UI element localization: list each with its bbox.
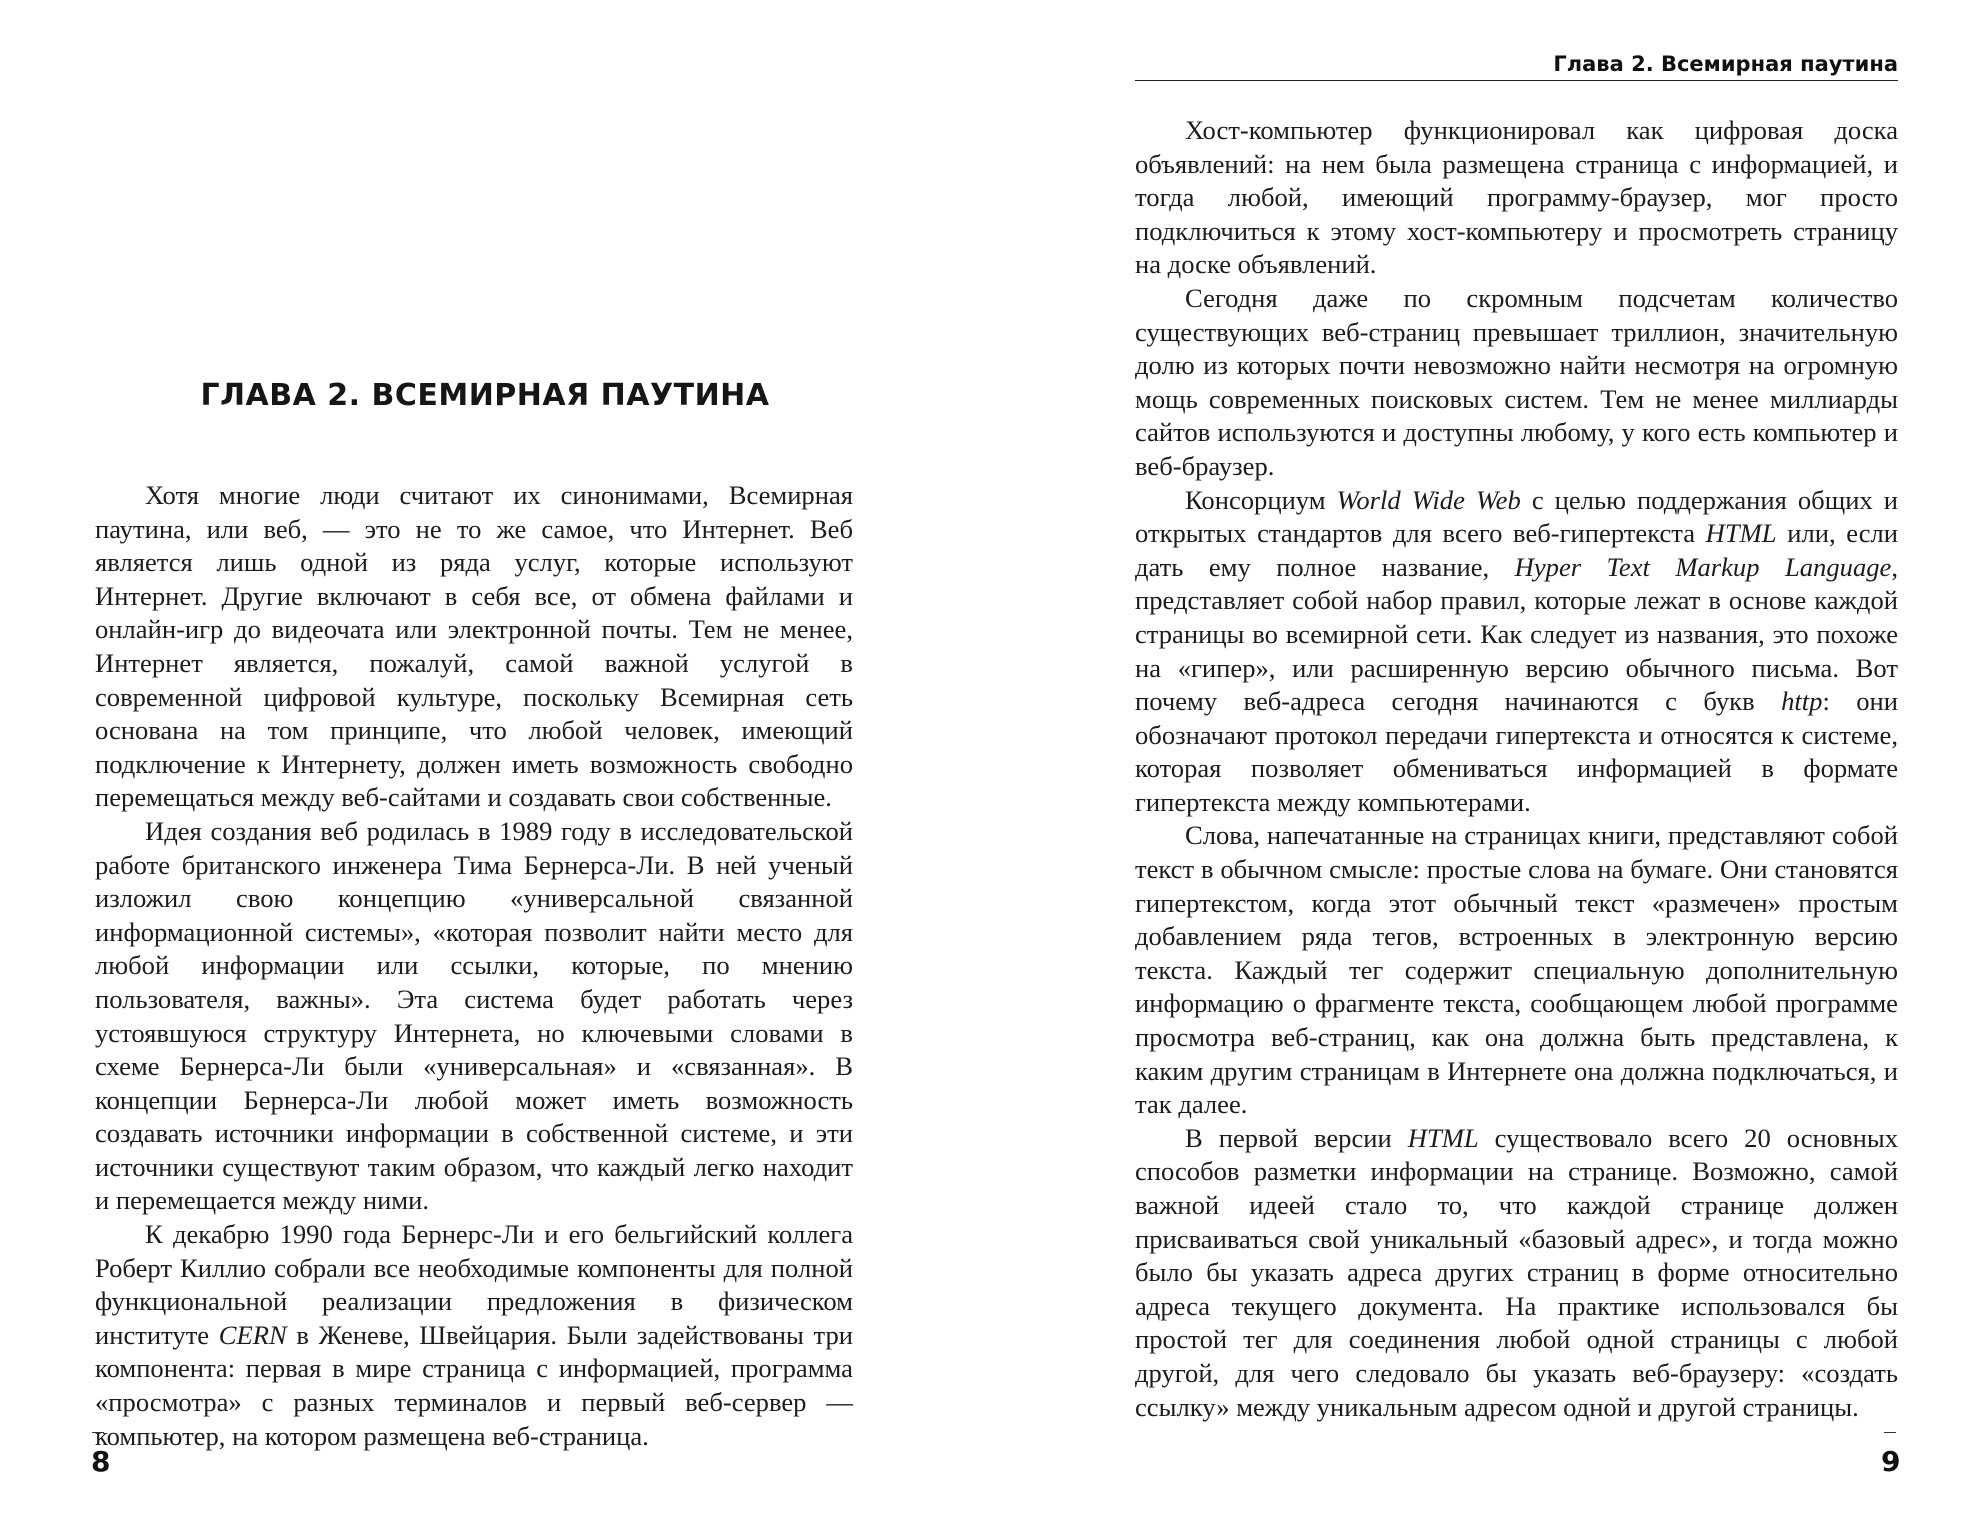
paragraph: Хотя многие люди считают их синонимами, Всемирная паутина, или веб, — это не то же самое, что Интернет. Веб является лишь одной из ряда услуг, которые используют Интернет. Другие включают в себя все, от обмена файлами и онлайн-игр до видеочата или электронной почты. Тем не менее, Интернет является, пожалуй, самой важной услугой в современной цифровой культуре, поскольку Всемирная сеть основана на том принципе, что любой человек, имеющий подключение к Интернету, должен иметь возможность свободно перемещаться между веб-сайтами и создавать свои собственные. — [95, 480, 853, 813]
text-run: существовало всего 20 основных способов разметки информации на странице. Возможно, самой важной идеей стало то, что каждой странице должен присваиваться свой уникальный «базовый адрес», и тогда можно было бы указать адреса других страниц в форме относительно адреса текущего документа. На практике использовался бы простой тег для соединения любой одной страницы с любой другой, для чего следовало бы указать веб-браузеру: «создать ссылку» между уникальным адресом одной и другой страницы. — [1135, 1122, 1898, 1422]
page-number-rule — [1884, 1432, 1896, 1433]
italic-term-cern: CERN — [218, 1319, 287, 1350]
paragraph — [1135, 1122, 1898, 1424]
paragraph — [1135, 484, 1898, 820]
chapter-title: ГЛАВА 2. ВСЕМИРНАЯ ПАУТИНА — [200, 378, 770, 413]
page-number-rule — [92, 1432, 104, 1433]
paragraph: Сегодня даже по скромным подсчетам количество существующих веб-страниц превышает триллион, значительную долю из которых почти невозможно найти несмотря на огромную мощь современных поисковых систем. Тем не менее миллиарды сайтов используются и доступны любому, у кого есть компьютер и веб-браузер. — [1135, 282, 1898, 481]
page-number: 9 — [1881, 1445, 1901, 1478]
text-run: , представляет собой набор правил, которые лежат в основе каждой страницы во всемирной сети. Как следует из названия, это похоже на «гипер», или расширенную версию обычного письма. Вот почему веб-адреса сегодня начинаются с букв — [1135, 551, 1898, 717]
text-run: Консорциум — [1185, 484, 1337, 515]
text-run: В первой версии — [1185, 1122, 1408, 1153]
paragraph: Идея создания веб родилась в 1989 году в исследовательской работе британского инженера Тима Бернерса-Ли. В ней ученый изложил свою концепцию «универсальной связанной информационной системы», «которая позволит найти место для любой информации или ссылки, которые, по мнению пользователя, важны». Эта система будет работать через устоявшуюся структуру Интернета, но ключевыми словами в схеме Бернерса-Ли были «универсальная» и «связанная». В концепции Бернерса-Ли любой может иметь возможность создавать источники информации в собственной системе, и эти источники существуют таким образом, что каждый легко находит и перемещается между ними. — [95, 815, 853, 1216]
page-number: 8 — [91, 1445, 111, 1478]
italic-term-html: HTML — [1705, 518, 1777, 549]
left-page — [0, 0, 980, 1537]
running-header: Глава 2. Всемирная паутина — [1135, 52, 1898, 81]
right-page — [1000, 0, 1965, 1537]
paragraph: Хост-компьютер функционировал как цифровая доска объявлений: на нем была размещена страница с информацией, и тогда любой, имеющий программу-браузер, мог просто подключиться к этому хост-компьютеру и просмотреть страницу на доске объявлений. — [1135, 115, 1898, 280]
paragraph: Слова, напечатанные на страницах книги, представляют собой текст в обычном смысле: простые слова на бумаге. Они становятся гипертекстом, когда этот обычный текст «размечен» простым добавлением ряда тегов, встроенных в электронную версию текста. Каждый тег содержит специальную дополнительную информацию о фрагменте текста, сообщающем любой программе просмотра веб-страниц, как она должна быть представлена, к каким другим страницам в Интернете она должна подключаться, и так далее. — [1135, 820, 1898, 1120]
text-run: в Женеве, Швейцария. Были задействованы три компонента: первая в мире страница с информацией, программа «просмотра» с разных терминалов и первый веб-сервер — компьютер, на котором размещена веб-страница. — [95, 1319, 853, 1451]
italic-term-www: World Wide Web — [1336, 484, 1521, 515]
paragraph — [95, 1218, 853, 1453]
text-run: или, если дать ему полное название, — [1135, 518, 1899, 582]
text-run: К декабрю 1990 года Бернерс-Ли и его бельгийский коллега Роберт Киллио собрали все необходимые компоненты для полной функциональной реализации предложения в физическом институте — [95, 1219, 853, 1350]
left-page-text — [95, 479, 853, 1453]
text-run: с целью поддержания общих и открытых стандартов для всего веб-гипертекста — [1135, 484, 1899, 549]
italic-term-http: http — [1781, 686, 1823, 717]
italic-term-html: HTML — [1407, 1122, 1479, 1153]
italic-term-full-name: Hyper Text Markup Language — [1514, 551, 1892, 582]
right-page-text — [1135, 114, 1898, 1424]
text-run: : они обозначают протокол передачи гипертекста и относятся к системе, которая позволяет обмениваться информацией в формате гипертекста между компьютерами. — [1135, 686, 1898, 817]
